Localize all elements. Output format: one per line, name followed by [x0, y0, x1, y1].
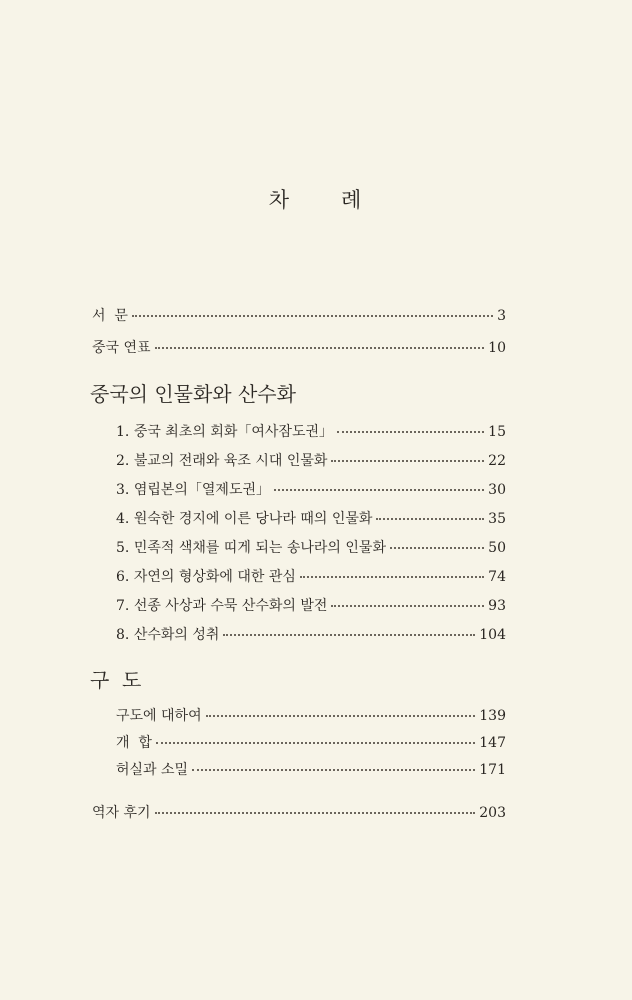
leader-dots — [155, 811, 476, 814]
toc-entry-open-close[interactable] — [116, 733, 506, 753]
title-char-2: 례 — [341, 188, 364, 212]
toc-entry-8[interactable] — [116, 625, 506, 645]
entry-page: 93 — [488, 598, 506, 614]
entry-label: 원숙한 경지에 이른 당나라 때의 인물화 — [133, 511, 373, 527]
toc-entry-7[interactable] — [116, 596, 506, 616]
entry-page: 171 — [479, 762, 506, 778]
entry-label: 서 문 — [92, 308, 128, 324]
entry-number: 8. — [116, 627, 130, 643]
toc-entry-composition-about[interactable] — [116, 706, 506, 726]
leader-dots — [156, 741, 475, 744]
toc-entry-preface[interactable] — [92, 306, 506, 326]
section-heading-composition: 구 도 — [90, 668, 142, 692]
leader-dots — [132, 314, 493, 317]
toc-entry-void-density[interactable] — [116, 760, 506, 780]
entry-label: 중국 최초의 회화「여사잠도권」 — [133, 424, 334, 440]
entry-page: 10 — [488, 340, 506, 356]
entry-number: 1. — [116, 424, 130, 440]
toc-entry-4[interactable] — [116, 509, 506, 529]
entry-page: 139 — [479, 708, 506, 724]
entry-label: 불교의 전래와 육조 시대 인물화 — [133, 453, 328, 469]
toc-entry-chronology[interactable] — [92, 338, 506, 358]
entry-page: 203 — [479, 805, 506, 821]
leader-dots — [331, 604, 484, 607]
entry-page: 104 — [479, 627, 506, 643]
leader-dots — [390, 546, 484, 549]
leader-dots — [337, 430, 484, 433]
entry-label: 민족적 색채를 띠게 되는 송나라의 인물화 — [133, 540, 386, 556]
entry-page: 50 — [488, 540, 506, 556]
entry-number: 7. — [116, 598, 130, 614]
leader-dots — [300, 575, 484, 578]
entry-label: 구도에 대하여 — [116, 708, 202, 724]
title-char-1: 차 — [268, 188, 291, 212]
toc-entry-1[interactable] — [116, 422, 506, 442]
entry-label: 중국 연표 — [92, 340, 151, 356]
leader-dots — [331, 459, 484, 462]
leader-dots — [376, 517, 484, 520]
entry-page: 15 — [488, 424, 506, 440]
entry-label: 허실과 소밀 — [116, 762, 189, 778]
entry-number: 4. — [116, 511, 130, 527]
entry-label: 자연의 형상화에 대한 관심 — [133, 569, 296, 585]
entry-label: 개 합 — [116, 735, 152, 751]
entry-number: 5. — [116, 540, 130, 556]
toc-entry-2[interactable] — [116, 451, 506, 471]
entry-label: 역자 후기 — [92, 805, 151, 821]
leader-dots — [206, 714, 476, 717]
toc-entry-6[interactable] — [116, 567, 506, 587]
entry-page: 74 — [488, 569, 506, 585]
entry-label: 염립본의「열제도권」 — [133, 482, 271, 498]
toc-entry-translator-afterword[interactable] — [92, 803, 506, 823]
entry-number: 6. — [116, 569, 130, 585]
entry-page: 22 — [488, 453, 506, 469]
entry-number: 2. — [116, 453, 130, 469]
toc-entry-5[interactable] — [116, 538, 506, 558]
entry-page: 147 — [479, 735, 506, 751]
leader-dots — [192, 768, 475, 771]
entry-page: 30 — [488, 482, 506, 498]
entry-label: 선종 사상과 수묵 산수화의 발전 — [133, 598, 328, 614]
toc-entry-3[interactable] — [116, 480, 506, 500]
entry-number: 3. — [116, 482, 130, 498]
entry-page: 3 — [497, 308, 506, 324]
leader-dots — [155, 346, 485, 349]
leader-dots — [223, 633, 475, 636]
entry-page: 35 — [488, 511, 506, 527]
page-title — [0, 184, 632, 214]
leader-dots — [274, 488, 484, 491]
section-heading-figure-landscape: 중국의 인물화와 산수화 — [90, 382, 296, 406]
entry-label: 산수화의 성취 — [133, 627, 220, 643]
